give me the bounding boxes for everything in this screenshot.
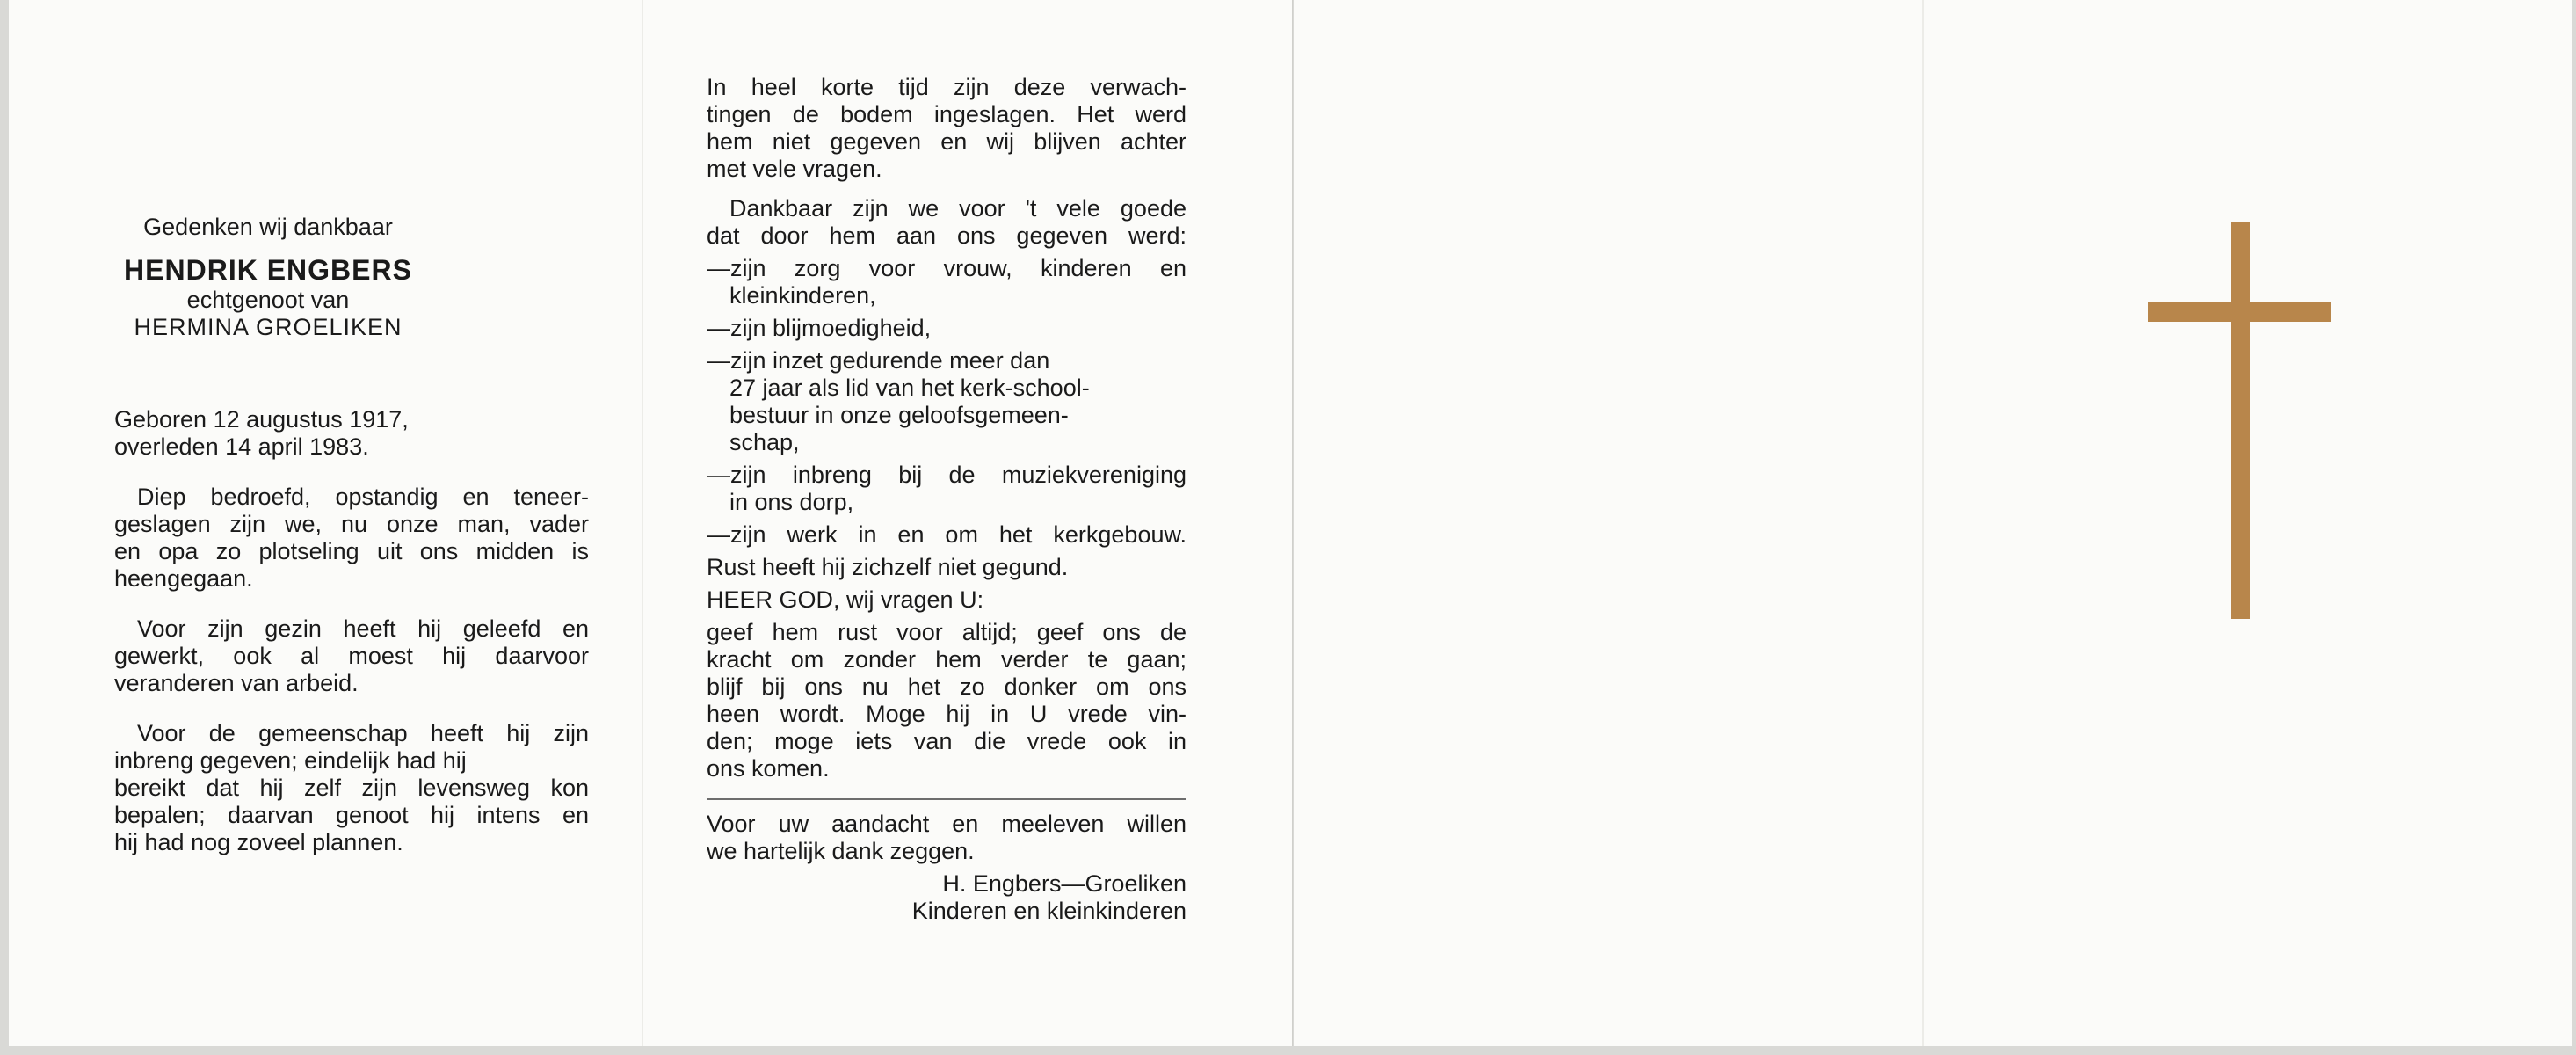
card-outside <box>1294 0 2572 1046</box>
text-line: gewerkt, ook al moest hij daarvoor <box>114 643 589 669</box>
text-line: —zijn blijmoedigheid, <box>707 315 932 341</box>
paragraph-3 <box>114 720 589 856</box>
fold-line <box>642 0 643 1046</box>
text-line: Voor uw aandacht en meeleven willen <box>707 811 1186 837</box>
right-column <box>707 74 1186 925</box>
list-item <box>707 255 1186 309</box>
text-line: kracht om zonder hem verder te gaan; <box>707 646 1186 673</box>
text-line: geef hem rust voor altijd; geef ons de <box>707 619 1186 645</box>
text-line: In heel korte tijd zijn deze verwach- <box>707 74 1186 100</box>
text-line: hij had nog zoveel plannen. <box>114 829 403 855</box>
fold-line <box>1922 0 1924 1046</box>
paragraph-expectations <box>707 74 1186 183</box>
list-item <box>707 521 1186 549</box>
spouse-name: HERMINA GROELIKEN <box>134 314 403 340</box>
text-line: Voor zijn gezin heeft hij geleefd en <box>137 615 589 642</box>
deceased-name: HENDRIK ENGBERS <box>124 254 412 286</box>
text-line: met vele vragen. <box>707 156 882 182</box>
text-line: en opa zo plotseling uit ons midden is <box>114 538 589 564</box>
text-line: blijf bij ons nu het zo donker om ons <box>707 673 1186 700</box>
text-line: bepalen; daarvan genoot hij intens en <box>114 802 589 828</box>
text-line: kleinkinderen, <box>729 282 876 309</box>
birth-date: Geboren 12 augustus 1917, <box>114 406 409 433</box>
list-item <box>707 315 1186 342</box>
text-line: dat door hem aan ons gegeven werd: <box>707 222 1186 249</box>
text-line: —zijn zorg voor vrouw, kinderen en <box>707 255 1186 281</box>
closing-paragraph <box>707 811 1186 865</box>
text-line: we hartelijk dank zeggen. <box>707 838 975 864</box>
cross-icon <box>2148 222 2331 619</box>
divider <box>707 798 1186 800</box>
text-line: —zijn inzet gedurende meer dan <box>707 347 1050 374</box>
left-body <box>114 406 589 856</box>
signature-children: Kinderen en kleinkinderen <box>911 898 1186 924</box>
card-inside <box>9 0 1293 1046</box>
text-line: inbreng gegeven; eindelijk had hij <box>114 747 467 774</box>
text-line: bereikt dat hij zelf zijn levensweg kon <box>114 775 589 801</box>
left-column <box>114 214 422 341</box>
relation-text: echtgenoot van <box>186 287 350 313</box>
text-line: —zijn inbreng bij de muziekvereniging <box>707 462 1186 488</box>
death-date: overleden 14 april 1983. <box>114 433 369 460</box>
text-line: veranderen van arbeid. <box>114 670 359 696</box>
text-line: schap, <box>729 429 800 455</box>
text-line: tingen de bodem ingeslagen. Het werd <box>707 101 1186 127</box>
signature-family: H. Engbers—Groeliken <box>942 870 1186 897</box>
text-line: bestuur in onze geloofsgemeen- <box>729 402 1069 428</box>
text-line: heen wordt. Moge hij in U vrede vin- <box>707 701 1186 727</box>
text-line: heengegaan. <box>114 565 253 592</box>
text-line: Dankbaar zijn we voor 't vele goede <box>729 195 1186 222</box>
text-line: 27 jaar als lid van het kerk-school- <box>729 375 1090 401</box>
cross-vertical-beam <box>2231 222 2250 619</box>
text-line: Voor de gemeenschap heeft hij zijn <box>137 720 589 746</box>
text-line: —zijn werk in en om het kerkgebouw. <box>707 521 1186 548</box>
text-line: in ons dorp, <box>729 489 854 515</box>
text-line: hem niet gegeven en wij blijven achter <box>707 128 1186 155</box>
cross-horizontal-beam <box>2148 302 2331 322</box>
text-line: geslagen zijn we, nu onze man, vader <box>114 511 589 537</box>
text-line: den; moge iets van die vrede ook in <box>707 728 1186 754</box>
prayer-intro: HEER GOD, wij vragen U: <box>707 586 984 613</box>
prayer-paragraph <box>707 619 1186 782</box>
paragraph-thanks <box>707 195 1186 250</box>
rest-text: Rust heeft hij zichzelf niet gegund. <box>707 554 1069 580</box>
text-line: Diep bedroefd, opstandig en teneer- <box>137 484 589 510</box>
paragraph-2 <box>114 615 589 697</box>
intro-text: Gedenken wij dankbaar <box>143 214 393 240</box>
list-item <box>707 462 1186 516</box>
paragraph-1 <box>114 484 589 593</box>
text-line: ons komen. <box>707 755 830 782</box>
list-item <box>707 347 1186 456</box>
